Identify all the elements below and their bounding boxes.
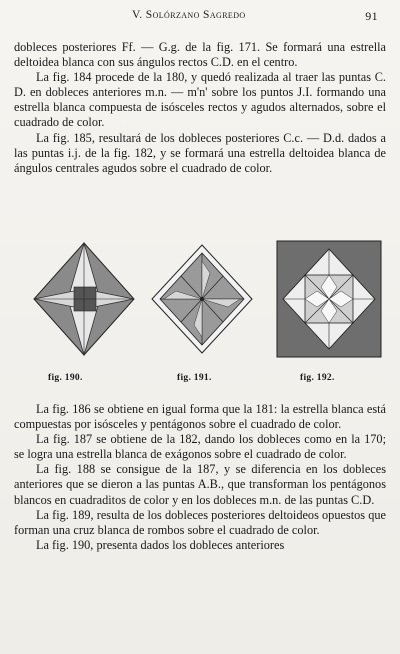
figure-row [30,239,380,369]
paragraph: La fig. 186 se obtiene en igual forma que la 181: la estrella blanca está compuestas por isósceles y pentágonos sobre el cuadrado de color. [14,402,386,432]
header-title: V. Solórzano Sagredo [132,9,246,21]
paragraph: La fig. 185, resultará de los dobleces posteriores C.c. — D.d. dados a las puntas i.j. de la fig. 182, y se formará una estrella deltoidea blanca de ángulos centrales agudos sobre el cuadrado de color. [14,130,386,175]
text-block-top [14,40,386,176]
figure-captions [30,373,380,387]
paragraph: La fig. 184 procede de la 180, y quedó realizada al traer las puntas C. D. en dobleces anteriores m.n. — m'n' sobre los puntos J.I. formando una estrella blanca compuesta de isósceles rectos y agudos alternados, sobre el cuadrado de color. [14,70,386,130]
paragraph: La fig. 188 se consigue de la 187, y se diferencia en los dobleces anteriores que se dieron a las puntas A.B., que transforman los pentágonos blancos en cuadraditos de color y en los dobleces m.n. de las puntas C.D. [14,462,386,507]
paragraph: La fig. 187 se obtiene de la 182, dando los dobleces como en la 170; se logra una estrella blanca de exágonos sobre el cuadrado de color. [14,432,386,462]
running-header [14,9,390,25]
origami-pinwheel-diagram-icon [148,239,256,359]
figure-caption: fig. 192. [300,373,335,383]
figure-caption: fig. 191. [177,373,212,383]
paragraph: dobleces posteriores Ff. — G.g. de la fig. 171. Se formará una estrella deltoidea blanca con sus ángulos rectos C.D. en el centro. [14,40,386,70]
paragraph: La fig. 189, resulta de los dobleces posteriores deltoideos opuestos que forman una cruz blanca de rombos sobre el cuadrado de color. [14,507,386,537]
origami-star-diagram-icon [30,239,138,359]
figure-caption: fig. 190. [48,373,83,383]
text-block-bottom [14,402,386,553]
page-number: 91 [365,9,378,23]
paragraph: La fig. 190, presenta dados los dobleces anteriores [36,537,285,552]
origami-cross-diagram-icon [275,239,383,359]
